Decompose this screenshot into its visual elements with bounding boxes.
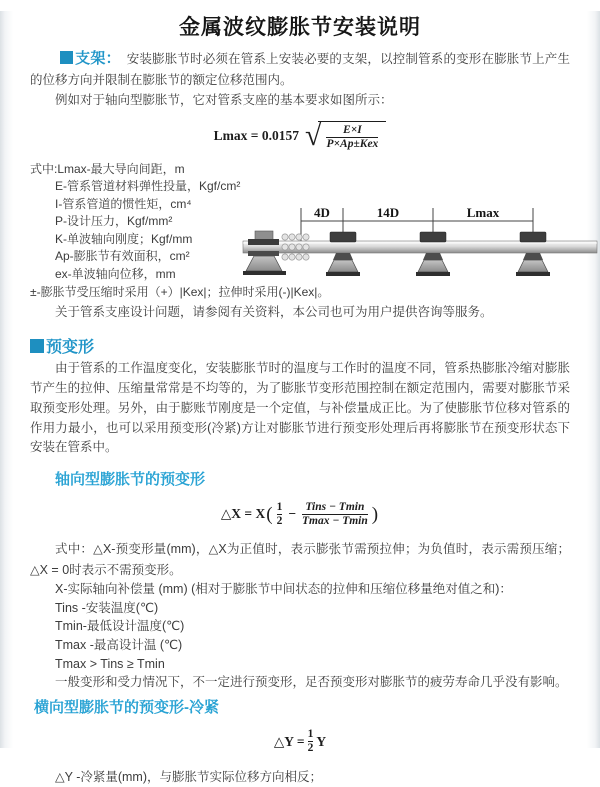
dim-label-14d: 14D xyxy=(376,205,400,220)
lateral-formula-lhs: △Y = xyxy=(273,733,305,749)
support-section-heading: 支架： xyxy=(75,50,121,67)
axial-subheading: 轴向型膨胀节的预变形 xyxy=(55,471,206,489)
lmax-formula-root xyxy=(318,121,386,151)
definition-line: I-管系管道的惯性矩，cm⁴ xyxy=(55,196,192,211)
lateral-formula xyxy=(0,724,600,760)
pipe-guide xyxy=(416,232,450,276)
definition-line: E-管系管道材料弹性投量，Kgf/cm² xyxy=(55,179,241,194)
lateral-subheading: 横向型膨胀节的预变形-冷紧 xyxy=(34,698,219,716)
axial-line: X-实际轴向补偿量 (mm) (相对于膨胀节中间状态的拉伸和压缩位移量绝对值之和)： xyxy=(55,582,512,597)
support-example-line: 例如对于轴向型膨胀节，它对管系支座的基本要求如图所示： xyxy=(55,93,393,107)
section-square-icon xyxy=(30,339,44,353)
definition-line: K-单波轴向刚度；Kgf/mm xyxy=(55,231,193,246)
document-page xyxy=(0,11,600,784)
half-numerator: 1 xyxy=(276,500,283,513)
lateral-formula-rhs: Y xyxy=(316,733,327,749)
support-intro-paragraph xyxy=(30,49,570,90)
lmax-formula-fraction xyxy=(326,124,378,151)
definition-line: P-设计压力，Kgf/mm² xyxy=(55,214,173,229)
pipe-guide xyxy=(516,232,550,276)
lateral-note: △Y -冷紧量(mm)，与膨胀节实际位移方向相反； xyxy=(55,769,323,784)
predeform-heading: 预变形 xyxy=(46,339,95,357)
minus-operator: − xyxy=(288,506,297,522)
axial-line: 一般变形和受力情况下，不一定进行预变形，足否预变形对膨胀节的疲劳寿命几乎没有影响。 xyxy=(55,675,568,690)
dim-label-lmax: Lmax xyxy=(466,205,500,220)
support-intro-text: 安装膨胀节时必须在管系上安装必要的支架，以控制管系的变形在膨胀节上产生的位移方向并限制在膨胀节的额定位移范围内。 xyxy=(30,52,570,87)
temp-denominator: Tmax − Tmin xyxy=(302,514,368,527)
axial-definition-lines xyxy=(30,580,570,692)
sqrt-icon: √ xyxy=(305,118,322,152)
support-note: 关于管系支座设计问题，请参阅有关资料，本公司也可为用户提供咨询等服务。 xyxy=(55,305,493,320)
definition-line: 式中:Lmax-最大导向间距，m xyxy=(30,161,185,176)
page-title: 金属波纹膨胀节安装说明 xyxy=(179,16,421,39)
lmax-formula xyxy=(0,118,600,154)
close-paren: ) xyxy=(371,503,379,525)
axial-formula xyxy=(0,496,600,532)
definition-line: ex-单波轴向位移，mm xyxy=(55,267,176,282)
pipe-guide xyxy=(326,232,360,276)
half-fraction xyxy=(277,501,283,528)
section-square-icon xyxy=(60,51,73,64)
predeform-section-title xyxy=(30,334,570,357)
axial-line: Tmax > Tins ≥ Tmin xyxy=(55,656,165,671)
predeform-body: 由于管系的工作温度变化，安装膨胀节时的温度与工作时的温度不同，管系热膨胀冷缩对膨胀节产生的拉伸、压缩量常常是不均等的，为了膨胀节变形范围控制在额定范围内，需要对膨胀节采取预变形处理。另外，由于膨账节刚度是一个定值，与补偿量成正比。为了使膨胀节位移对管系的作用力最小，也可以采用预变形(冷紧)方让对膨胀节进行预变形处理后再将膨胀节在预变形状态下安装在管系中。 xyxy=(30,361,570,455)
pipe-support-diagram xyxy=(243,201,597,297)
definition-line: Ap-膨胀节有效面积，cm² xyxy=(55,249,190,264)
lmax-formula-lhs: Lmax = 0.0157 xyxy=(213,127,299,143)
lmax-formula-numerator: E×I xyxy=(343,123,362,136)
axial-line: Tmin-最低设计温度(℃) xyxy=(55,619,185,634)
axial-line: Tmax -最高设计温 (℃) xyxy=(55,638,183,653)
axial-line: Tins -安装温度(℃) xyxy=(55,600,159,615)
definition-line: ±-膨胀节受压缩时采用（+）|Kex|；拉伸时采用(-)|Kex|。 xyxy=(30,284,330,299)
axial-formula-lhs: △X = X xyxy=(220,506,266,522)
open-paren: ( xyxy=(266,503,273,525)
axial-explain: 式中：△X-预变形量(mm)，△X为正值时，表示膨张节需预拉伸；为负值时，表示需预压缩；△X = 0时表示不需预变形。 xyxy=(30,542,570,577)
temperature-fraction xyxy=(302,501,368,528)
lateral-denominator: 2 xyxy=(307,742,314,755)
temp-numerator: Tins − Tmin xyxy=(305,500,365,513)
half-denominator: 2 xyxy=(276,514,283,527)
dim-label-4d: 4D xyxy=(314,205,330,220)
lmax-formula-denominator: P×Ap±Kex xyxy=(326,137,379,150)
lateral-numerator: 1 xyxy=(307,728,314,741)
lateral-half-fraction xyxy=(308,728,314,755)
